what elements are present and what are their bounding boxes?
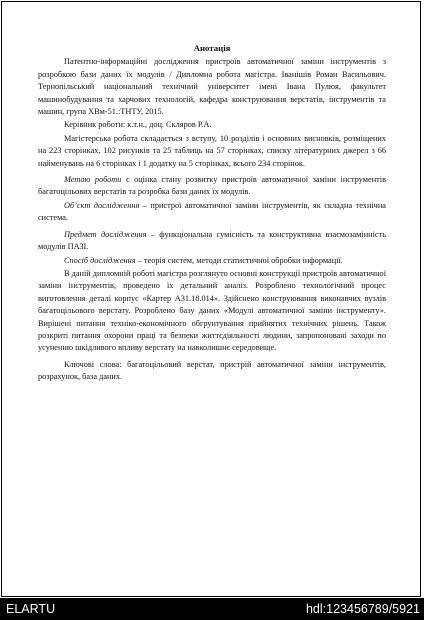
structure-paragraph: Магістерська робота складається з вступу, 10 розділів і основних висновків, розміщених на 223 сторінках, 102 рисунків та 25 таблиць на 57 сторінках, списку літературних джерел з 66 найменувань на 6 сторінках і 1 додатку на 5 сторінках, всього 234 сторінок. bbox=[38, 133, 386, 168]
document-body bbox=[38, 42, 386, 384]
method-paragraph bbox=[38, 255, 386, 267]
footer-bar bbox=[0, 598, 424, 620]
goal-paragraph bbox=[38, 174, 386, 199]
object-text: – пристрої автоматичної заміни інструментів, як складна технічна система. bbox=[38, 200, 386, 223]
bibliographic-paragraph: Патентно-інформаційні дослідження пристроїв автоматичної заміни інструментів з розробкою бази даних їх модулів / Дипломна робота магістра. Іванішів Роман Васильович. Тернопільський національний технічний університет імені Івана Пулюя, факультет машинобудування та харчових технологій, кафедра конструювання верстатів, інструментів та машин, група ХВм-51.:ТНТУ, 2015. bbox=[38, 57, 386, 117]
object-label: Об’єкт дослідження bbox=[64, 200, 140, 210]
keywords-paragraph: Ключові слова: багатоцільовий верстат, пристрій автоматичної заміни інструментів, розрахунок, база даних. bbox=[38, 359, 386, 382]
summary-paragraph: В даній дипломній роботі магістра розглянуто основні конструкції пристроїв автоматичної заміни інструментів, проведено їх детальний аналіз. Розроблено технологічний процес виготовлення деталі корпус «Картер А31.18.014». Здійснено конструювання виконавчих вузлів багатоцільового верстату. Розроблено базу даних «Модулі автоматичної заміни інструменту». Вирішені питання техніко-економічного обгрунтування прийнятих технічних рішень. Також розкриті питання охорони праці та безпеки життєдіяльності людини, запропоновані заходи по усуненню шкідливого впливу верстату на навколишнє середовище. bbox=[38, 268, 386, 353]
footer-repository-label: ELARTU bbox=[6, 602, 56, 616]
goal-label: Метою роботи bbox=[64, 175, 122, 185]
method-text: – теорія систем, методи статистичної обробки інформації. bbox=[135, 255, 343, 265]
supervisor-paragraph: Керівник роботи: к.т.н., доц. Скляров Р.А. bbox=[64, 120, 212, 130]
object-paragraph bbox=[38, 200, 386, 225]
subject-label: Предмет дослідження bbox=[64, 229, 147, 239]
goal-text: є оцінка стану розвитку пристроїв автоматичної заміни інструментів багатоцільових верстатів та розробка бази даних їх модулів. bbox=[38, 175, 386, 197]
subject-text: – функціональна сумісність та конструктивна взаємозамінність модулів ПАЗІ. bbox=[38, 229, 386, 252]
abstract-title: Анотація bbox=[193, 43, 231, 53]
document-page bbox=[1, 1, 421, 597]
subject-paragraph bbox=[38, 229, 386, 254]
footer-handle-label: hdl:123456789/5921 bbox=[305, 602, 420, 616]
method-label: Спосіб дослідження bbox=[64, 255, 136, 265]
